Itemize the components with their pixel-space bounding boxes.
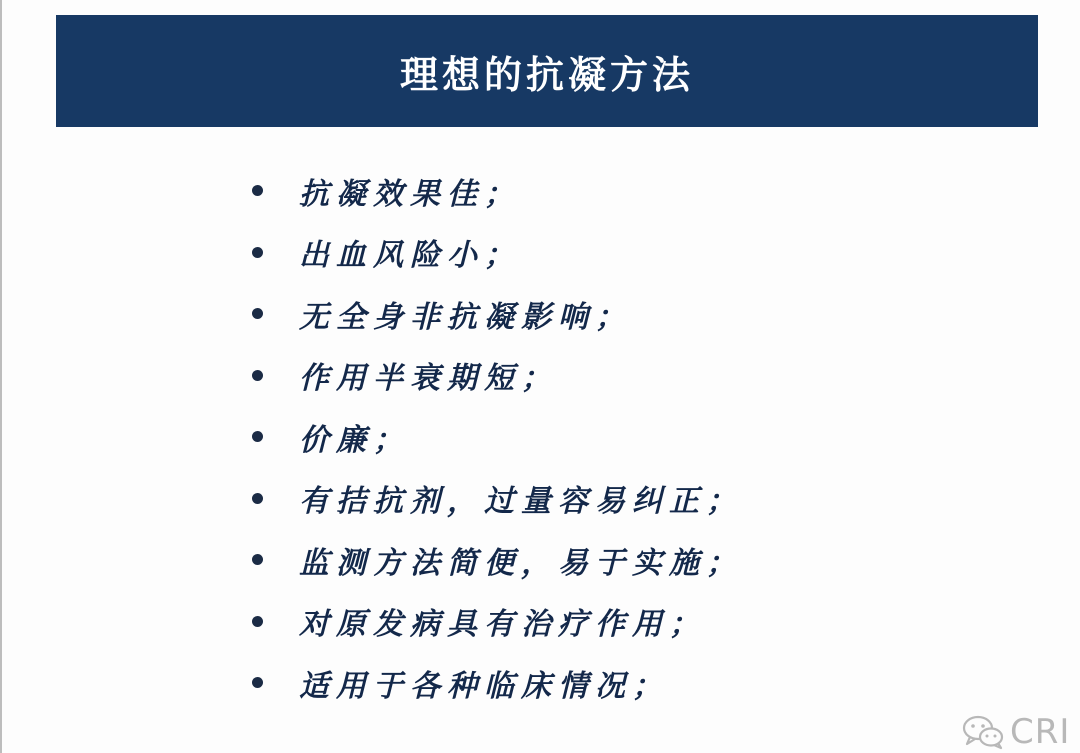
- bullet-item: [252, 406, 743, 468]
- bullet-text: 出血风险小；: [299, 238, 521, 274]
- title-bar: [56, 15, 1038, 127]
- bullet-item: [252, 468, 743, 530]
- bullet-dot-icon: [252, 554, 263, 565]
- bullet-item: [252, 591, 743, 653]
- bullet-dot-icon: [252, 247, 263, 258]
- bullet-item: [252, 652, 743, 714]
- slide-title: 理想的抗凝方法: [399, 51, 694, 97]
- watermark: [962, 712, 1070, 752]
- bullet-dot-icon: [252, 616, 263, 627]
- wechat-icon: [962, 713, 1006, 751]
- bullet-dot-icon: [252, 431, 263, 442]
- bullet-dot-icon: [252, 370, 263, 381]
- bullet-dot-icon: [252, 308, 263, 319]
- bullet-item: [252, 529, 743, 591]
- bullet-dot-icon: [252, 185, 263, 196]
- bullet-text: 适用于各种临床情况；: [299, 668, 669, 704]
- bullet-item: [252, 160, 743, 222]
- bullet-item: [252, 283, 743, 345]
- bullet-list: [252, 160, 743, 714]
- bullet-text: 无全身非抗凝影响；: [299, 299, 632, 335]
- bullet-item: [252, 222, 743, 284]
- bullet-text: 价廉；: [299, 422, 410, 458]
- bullet-item: [252, 345, 743, 407]
- bullet-text: 抗凝效果佳；: [299, 176, 521, 212]
- bullet-text: 有拮抗剂，过量容易纠正；: [299, 484, 743, 520]
- bullet-dot-icon: [252, 677, 263, 688]
- bullet-text: 对原发病具有治疗作用；: [299, 607, 706, 643]
- watermark-text: CRI: [1010, 712, 1071, 752]
- bullet-dot-icon: [252, 493, 263, 504]
- left-edge-line: [0, 0, 2, 753]
- bullet-text: 监测方法简便，易于实施；: [299, 545, 743, 581]
- bullet-text: 作用半衰期短；: [299, 361, 558, 397]
